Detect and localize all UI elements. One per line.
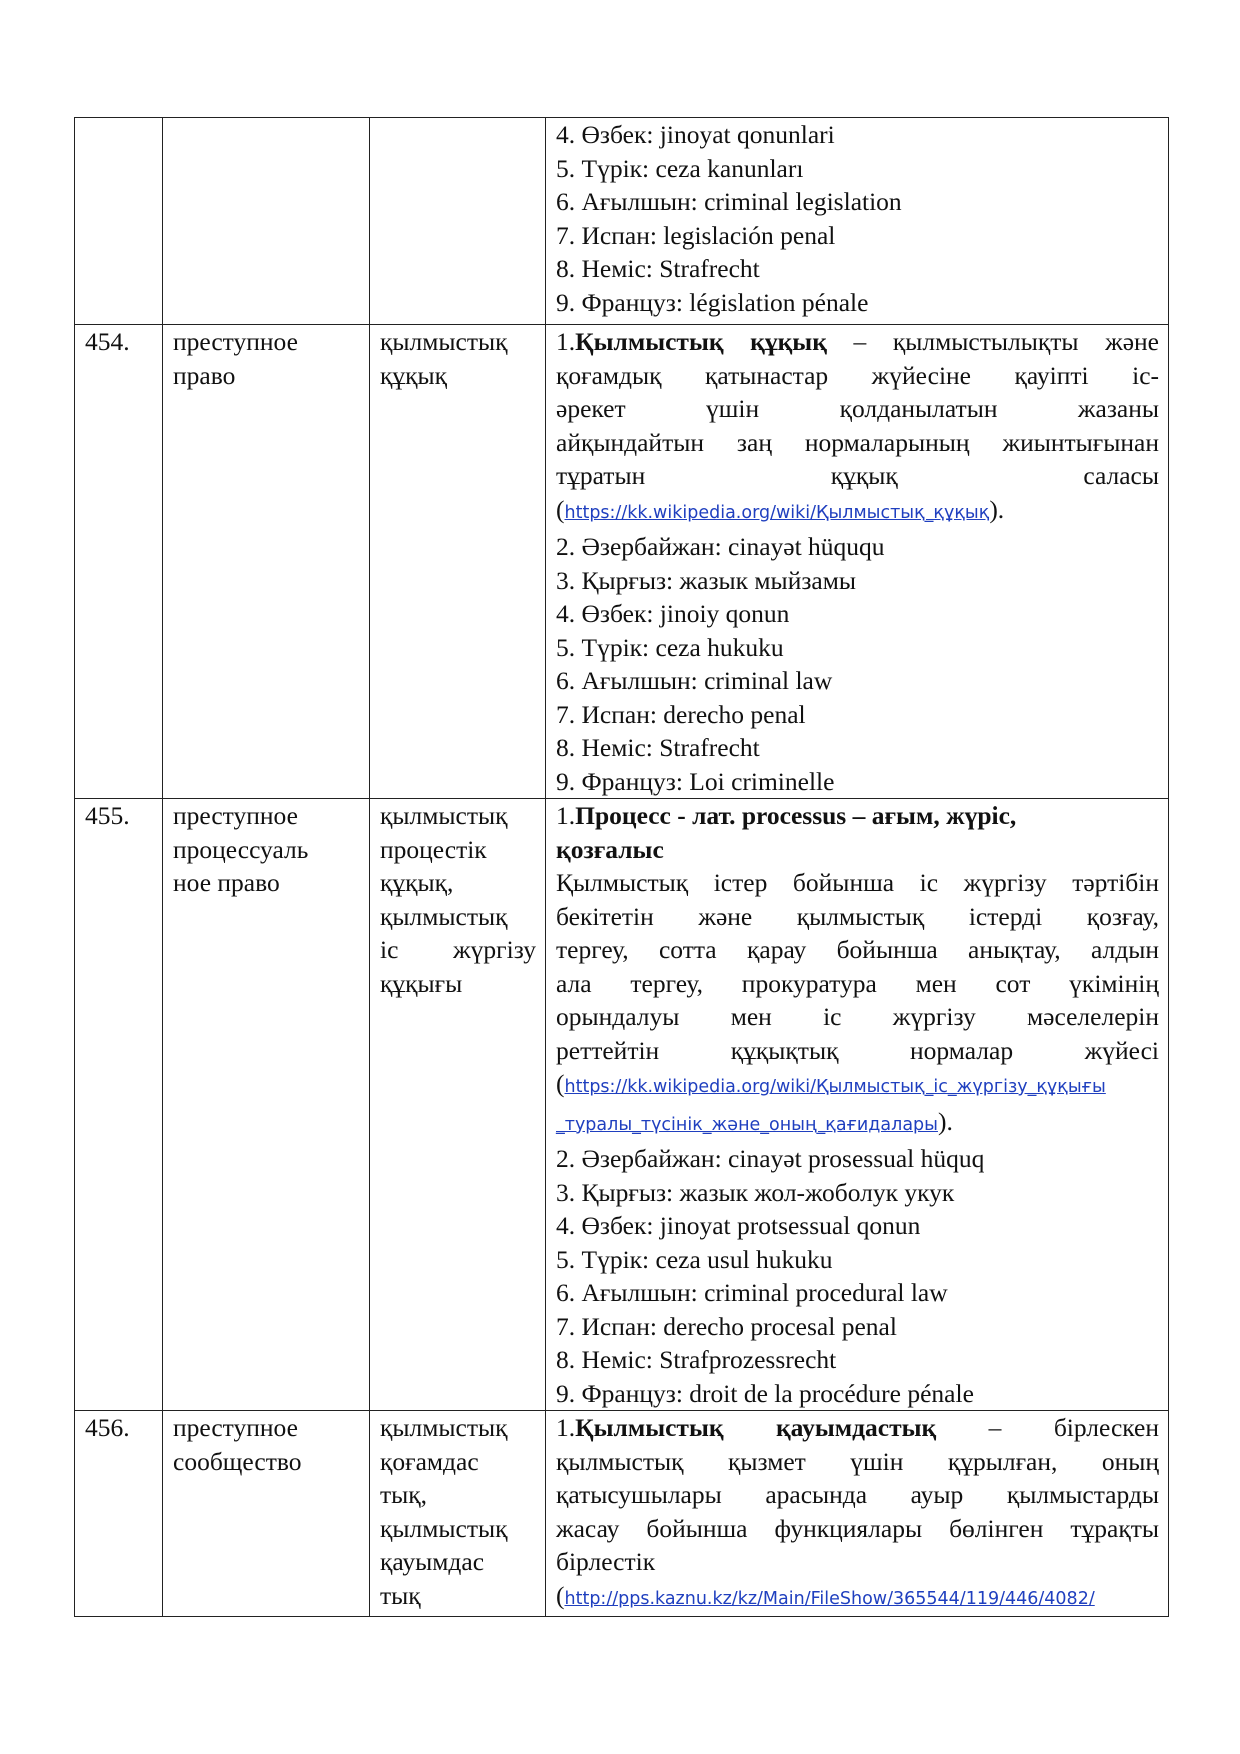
definition-cell xyxy=(546,799,1169,1411)
entry-number: 456. xyxy=(75,1411,163,1617)
translation-item: 7. Испан: derecho procesal penal xyxy=(556,1311,897,1341)
definition-line: орындалуы мен іс жүргізу мәселелерін xyxy=(556,1002,1159,1031)
definition-line: жасау бойынша функциялары бөлінген тұрақты xyxy=(556,1513,1159,1543)
defined-term: Қылмыстық қауымдастық xyxy=(575,1413,937,1442)
definition-line: реттейтін құқықтық нормалар жүйесі xyxy=(556,1035,1159,1065)
definition-line: қозғалыс xyxy=(556,834,664,864)
kazakh-term xyxy=(370,118,546,325)
definition-line: тергеу, сотта қарау бойынша анықтау, алдын xyxy=(556,935,1159,964)
source-line: _туралы_түсінік_және_оның_қағидалары). xyxy=(556,1106,953,1136)
translation-item: 5. Түрік: ceza hukuku xyxy=(556,632,784,662)
russian-term xyxy=(163,118,370,325)
definition-line: қылмыстық қызмет үшін құрылған, оның xyxy=(556,1446,1159,1476)
glossary-table xyxy=(74,117,1169,1617)
table-row xyxy=(75,118,1169,325)
kazakh-term: қылмыстық процестік құқық, қылмыстық іс жүргізу құқығы xyxy=(370,799,546,1411)
translation-item: 4. Өзбек: jinoyat protsessual qonun xyxy=(556,1211,921,1240)
russian-term: преступное процессуаль ное право xyxy=(163,799,370,1411)
translation-item: 8. Неміс: Strafrecht xyxy=(556,254,760,283)
source-line: (https://kk.wikipedia.org/wiki/Қылмыстық_іс_жүргізу_құқығы xyxy=(556,1069,1106,1098)
definition-line: бірлестік xyxy=(556,1547,656,1576)
definition-cell xyxy=(546,325,1169,799)
table-row xyxy=(75,325,1169,799)
defined-term: Қылмыстық құқық xyxy=(575,327,827,356)
kazakh-term: қылмыстық құқық xyxy=(370,325,546,799)
entry-number: 455. xyxy=(75,799,163,1411)
translation-item: 4. Өзбек: jinoiy qonun xyxy=(556,599,790,628)
definition-cell xyxy=(546,1411,1169,1617)
definition-line: 1.Қылмыстық қауымдастық – бірлескен xyxy=(556,1413,1160,1442)
translation-item: 8. Неміс: Strafrecht xyxy=(556,733,760,762)
source-line: (https://kk.wikipedia.org/wiki/Қылмыстық_құқық). xyxy=(556,494,1005,524)
translation-item: 6. Ағылшын: criminal legislation xyxy=(556,187,902,216)
source-link[interactable]: https://kk.wikipedia.org/wiki/Қылмыстық_құқық xyxy=(564,502,990,523)
definition-line: ала тергеу, прокуратура мен сот үкімінің xyxy=(556,968,1159,998)
entry-number xyxy=(75,118,163,325)
table-row xyxy=(75,1411,1169,1617)
translation-item: 4. Өзбек: jinoyat qonunlari xyxy=(556,120,835,149)
translation-item: 8. Неміс: Strafprozessrecht xyxy=(556,1345,837,1374)
translation-item: 3. Қырғыз: жазык жол-жоболук укук xyxy=(556,1177,955,1207)
kazakh-term: қылмыстық қоғамдас тық, қылмыстық қауымдас тық xyxy=(370,1411,546,1617)
definition-line: айқындайтын заң нормаларының жиынтығынан xyxy=(556,427,1159,457)
definition-line: 1.Қылмыстық құқық – қылмыстылықты және xyxy=(556,327,1160,356)
translation-item: 2. Әзербайжан: cinayət hüququ xyxy=(556,532,885,561)
source-link[interactable]: http://pps.kaznu.kz/kz/Main/FileShow/365544/119/446/4082/ xyxy=(564,1588,1095,1609)
russian-term: преступное сообщество xyxy=(163,1411,370,1617)
translation-item: 2. Әзербайжан: cinayət prosessual hüquq xyxy=(556,1144,985,1173)
translation-item: 6. Ағылшын: criminal procedural law xyxy=(556,1278,948,1307)
definition-line: 1.Процесс - лат. processus – ағым, жүріс, xyxy=(556,801,1017,830)
translation-item: 6. Ағылшын: criminal law xyxy=(556,666,833,695)
translation-item: 7. Испан: legislación penal xyxy=(556,220,836,250)
translation-item: 9. Француз: législation pénale xyxy=(556,287,869,317)
defined-term: Процесс - лат. processus – ағым, жүріс, xyxy=(575,801,1017,830)
entry-number: 454. xyxy=(75,325,163,799)
definition-line: бекітетін және қылмыстық істерді қозғау, xyxy=(556,901,1159,931)
definition-line: қатысушылары арасында ауыр қылмыстарды xyxy=(556,1480,1159,1509)
translation-item: 3. Қырғыз: жазык мыйзамы xyxy=(556,565,856,595)
definition-line: Қылмыстық істер бойынша іс жүргізу тәртібін xyxy=(556,868,1159,897)
source-link-continued[interactable]: _туралы_түсінік_және_оның_қағидалары xyxy=(556,1114,938,1135)
translation-item: 9. Француз: droit de la procédure pénale xyxy=(556,1378,974,1408)
definition-cell xyxy=(546,118,1169,325)
source-line: (http://pps.kaznu.kz/kz/Main/FileShow/365544/119/446/4082/ xyxy=(556,1580,1095,1610)
translation-item: 5. Түрік: ceza usul hukuku xyxy=(556,1244,833,1274)
definition-line: қоғамдық қатынастар жүйесіне қауіпті іс- xyxy=(556,360,1159,390)
russian-term: преступное право xyxy=(163,325,370,799)
table-row xyxy=(75,799,1169,1411)
translation-item: 9. Француз: Loi criminelle xyxy=(556,766,835,796)
source-link[interactable]: https://kk.wikipedia.org/wiki/Қылмыстық_іс_жүргізу_құқығы xyxy=(564,1077,1106,1097)
translation-item: 5. Түрік: ceza kanunları xyxy=(556,153,804,183)
translation-item: 7. Испан: derecho penal xyxy=(556,699,806,729)
definition-line: әрекет үшін қолданылатын жазаны xyxy=(556,394,1159,423)
definition-line: тұратын құқық саласы xyxy=(556,461,1159,490)
